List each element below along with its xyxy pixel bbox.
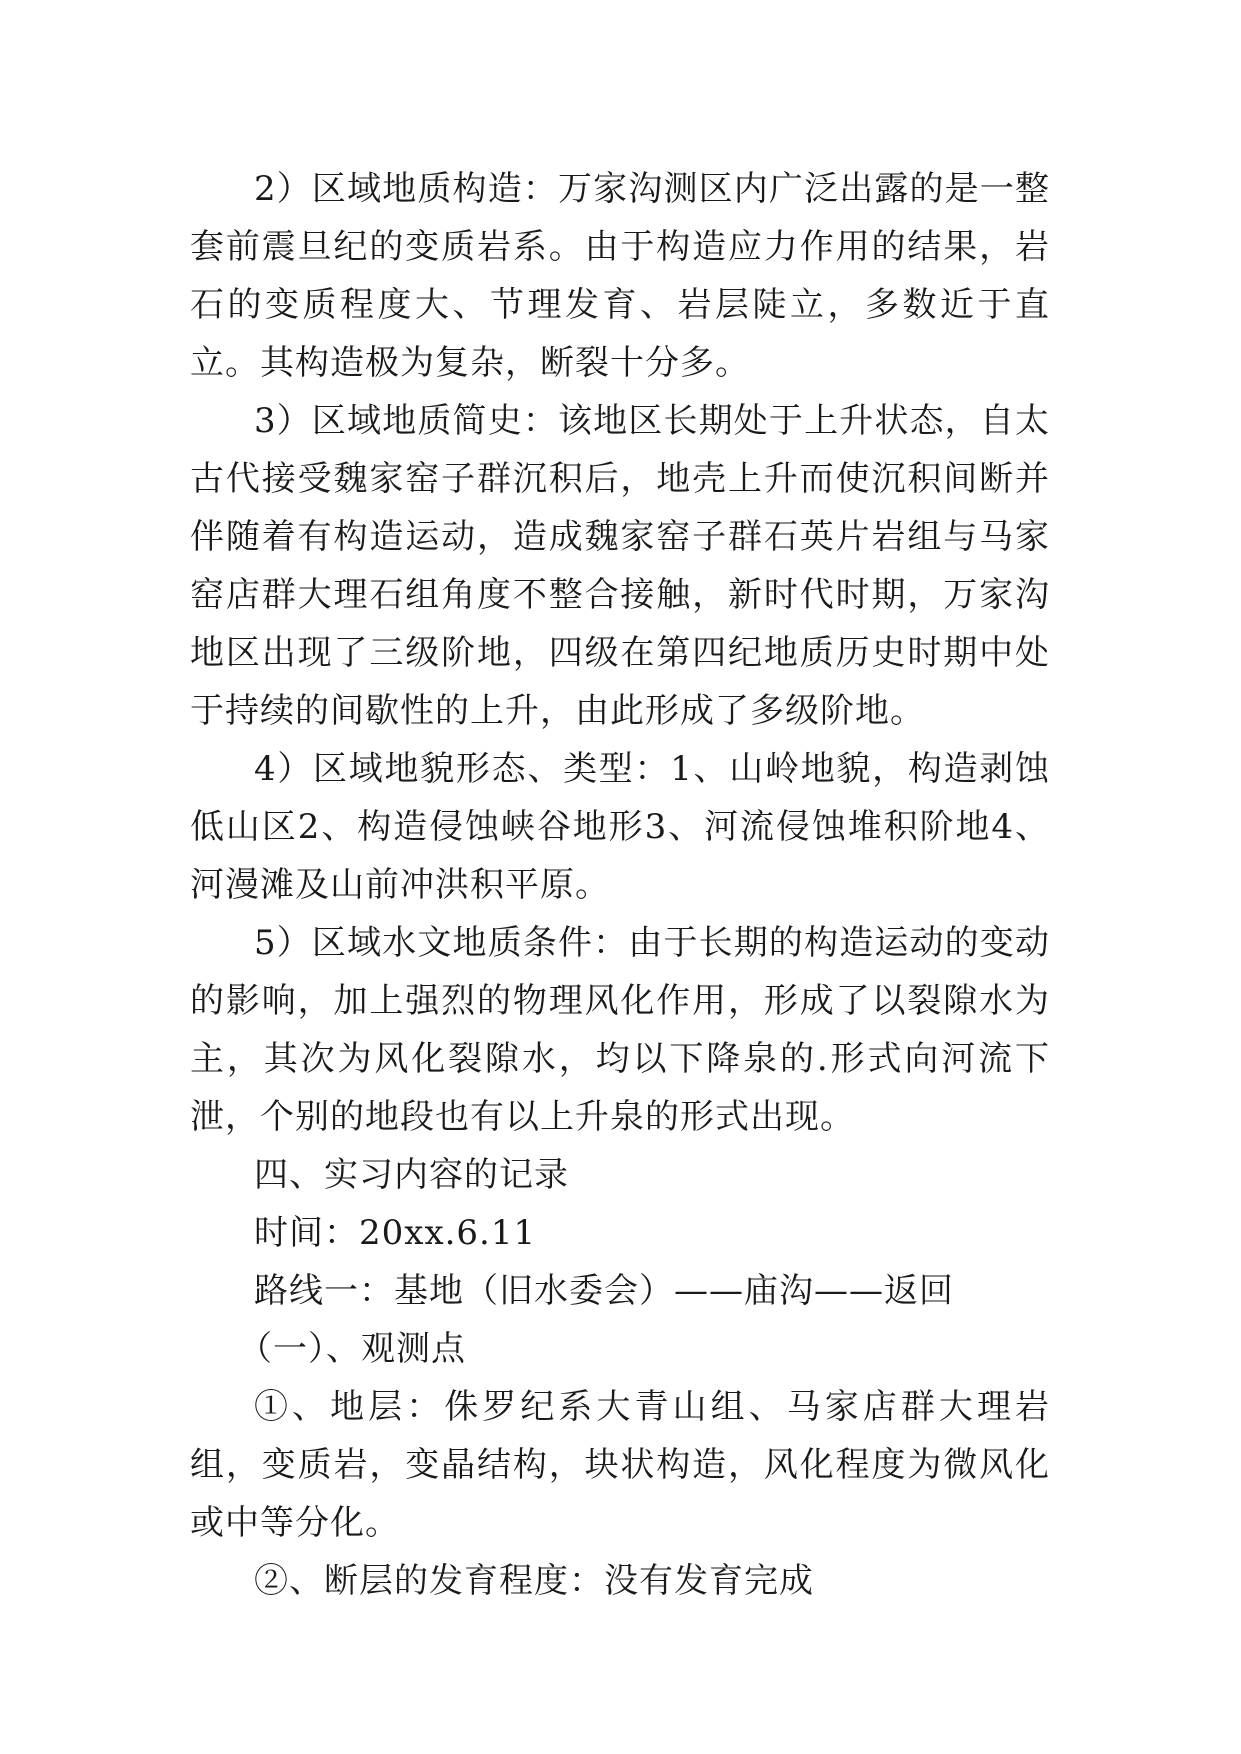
observation-subheading: （一）、观测点 bbox=[238, 1329, 466, 1369]
time-line: 时间：20xx.6.11 bbox=[254, 1213, 537, 1253]
paragraph-regional-history: 3）区域地质简史：该地区长期处于上升状态，自太古代接受魏家窑子群沉积后，地壳上升而使沉积间断并伴随着有构造运动，造成魏家窑子群石英片岩组与马家窑店群大理石组角度不整合接触，新时代时期，万家沟地区出现了三级阶地，四级在第四纪地质历史时期中处于持续的间歇性的上升，由此形成了多级阶地。 bbox=[190, 401, 1050, 731]
item-strata: ①、地层：侏罗纪系大青山组、马家店群大理岩组，变质岩，变晶结构，块状构造，风化程度为微风化或中等分化。 bbox=[190, 1387, 1050, 1543]
document-body bbox=[190, 160, 1050, 1610]
paragraph-regional-structure: 2）区域地质构造：万家沟测区内广泛出露的是一整套前震旦纪的变质岩系。由于构造应力作用的结果，岩石的变质程度大、节理发育、岩层陡立，多数近于直立。其构造极为复杂，断裂十分多。 bbox=[190, 169, 1050, 383]
route-line: 路线一：基地（旧水委会）——庙沟——返回 bbox=[254, 1271, 954, 1311]
paragraph-regional-landform: 4）区域地貌形态、类型：1、山岭地貌，构造剥蚀低山区2、构造侵蚀峡谷地形3、河流侵蚀堆积阶地4、河漫滩及山前冲洪积平原。 bbox=[190, 749, 1050, 905]
section-heading: 四、实习内容的记录 bbox=[254, 1155, 569, 1195]
item-fault: ②、断层的发育程度：没有发育完成 bbox=[254, 1561, 814, 1601]
paragraph-regional-hydrogeology: 5）区域水文地质条件：由于长期的构造运动的变动的影响，加上强烈的物理风化作用，形成了以裂隙水为主，其次为风化裂隙水，均以下降泉的.形式向河流下泄，个别的地段也有以上升泉的形式出现。 bbox=[190, 923, 1050, 1137]
